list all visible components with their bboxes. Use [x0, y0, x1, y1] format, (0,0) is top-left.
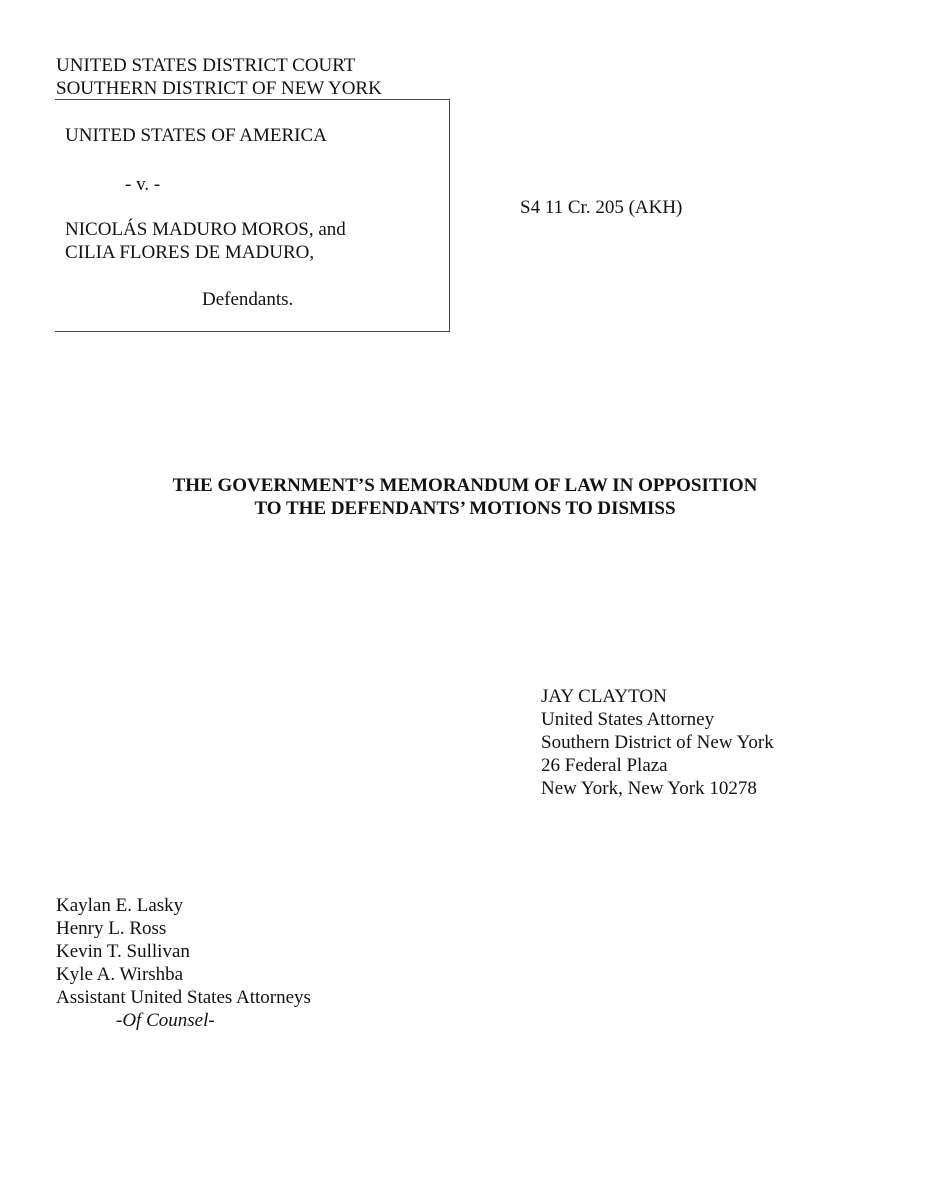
case-number: S4 11 Cr. 205 (AKH)	[520, 197, 683, 218]
counsel-name: Kaylan E. Lasky	[56, 895, 184, 916]
counsel-name: Kevin T. Sullivan	[56, 941, 190, 962]
case-caption-box	[55, 99, 450, 332]
court-name: UNITED STATES DISTRICT COURT	[56, 55, 356, 76]
attorney-district: Southern District of New York	[541, 732, 774, 753]
memo-title	[0, 474, 930, 520]
us-attorney-block	[541, 685, 774, 800]
memo-title-line-2: TO THE DEFENDANTS’ MOTIONS TO DISMISS	[254, 498, 676, 519]
court-district: SOUTHERN DISTRICT OF NEW YORK	[56, 78, 382, 99]
counsel-name: Henry L. Ross	[56, 918, 167, 939]
defendants-label: Defendants.	[202, 289, 294, 310]
attorney-address-2: New York, New York 10278	[541, 778, 757, 799]
versus-label: - v. -	[125, 174, 161, 195]
of-counsel-label: -Of Counsel-	[116, 1010, 215, 1031]
memo-title-line-1: THE GOVERNMENT’S MEMORANDUM OF LAW IN OPPOSITION	[172, 475, 758, 496]
attorney-title: United States Attorney	[541, 709, 715, 730]
counsel-role: Assistant United States Attorneys	[56, 987, 311, 1008]
attorney-name: JAY CLAYTON	[541, 686, 667, 707]
court-header	[56, 54, 382, 100]
attorney-address-1: 26 Federal Plaza	[541, 755, 668, 776]
defendant-name-1: NICOLÁS MADURO MOROS, and	[65, 219, 346, 240]
counsel-block	[56, 894, 311, 1032]
counsel-name: Kyle A. Wirshba	[56, 964, 184, 985]
defendant-name-2: CILIA FLORES DE MADURO,	[65, 242, 315, 263]
plaintiff-name: UNITED STATES OF AMERICA	[65, 125, 327, 146]
